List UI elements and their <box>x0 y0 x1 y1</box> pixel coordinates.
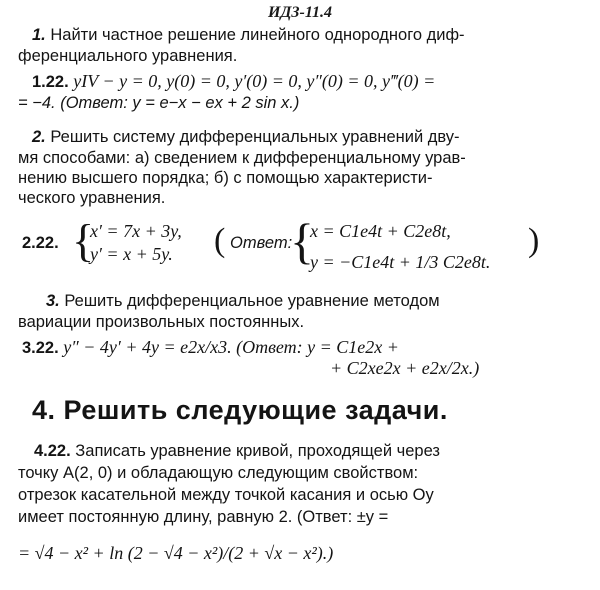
answer-close-paren-icon: ) <box>528 222 540 259</box>
problem-3-line-2: + C2xe2x + e2x/2x.) <box>330 358 480 378</box>
task-2-line-3: нению высшего порядка; б) с помощью характеристи- <box>18 169 433 187</box>
task-2-text <box>32 126 460 148</box>
problem-4-line-4: имеет постоянную длину, равную 2. (Ответ: ±y = <box>18 508 389 526</box>
system-equation-1: x′ = 7x + 3y, <box>90 221 182 241</box>
problem-3-label: 3.22. <box>22 339 59 357</box>
task-2-line-2: мя способами: а) сведением к дифференциальному урав- <box>18 149 466 167</box>
problem-4-line-1 <box>34 440 440 462</box>
task-1-line-2: ференциального уравнения. <box>18 47 238 65</box>
answer-equation-1: x = C1e4t + C2e8t, <box>310 221 451 241</box>
problem-2-label <box>22 232 59 254</box>
task-3-text <box>46 290 440 312</box>
problem-1-line-1 <box>32 70 435 93</box>
system-equation-2: y′ = x + 5y. <box>90 244 173 264</box>
system-brace-icon: { <box>72 215 95 266</box>
task-1-text <box>32 24 465 46</box>
answer-open-paren-icon: ( <box>214 222 226 259</box>
task-3-number: 3. <box>46 292 60 310</box>
task-3-line-2: вариации произвольных постоянных. <box>18 313 305 331</box>
problem-2-label-text: 2.22. <box>22 234 59 252</box>
problem-1-label: 1.22. <box>32 73 69 91</box>
problem-4-line-2: точку A(2, 0) и обладающую следующим свойством: <box>18 464 419 482</box>
answer-word-2: Ответ: <box>230 234 293 252</box>
problem-1-line-2: = −4. (Ответ: y = e−x − ex + 2 sin x.) <box>18 94 300 112</box>
task-1-number: 1. <box>32 26 46 44</box>
section-4-heading: 4. Решить следующие задачи. <box>32 395 448 425</box>
document-title: ИДЗ-11.4 <box>268 4 332 21</box>
problem-1-equation: yIV − y = 0, y(0) = 0, y′(0) = 0, y″(0) = 0, y‴(0) = <box>73 71 436 91</box>
task-2-line-1: Решить систему дифференциальных уравнений дву- <box>50 128 460 146</box>
task-1-line-1: Найти частное решение линейного однородного диф- <box>50 26 465 44</box>
task-2-number: 2. <box>32 128 46 146</box>
answer-brace-icon: { <box>290 213 314 269</box>
problem-4-line-3: отрезок касательной между точкой касания и осью Oy <box>18 486 434 504</box>
task-3-line-1: Решить дифференциальное уравнение методом <box>64 292 440 310</box>
problem-3-equation: y″ − 4y′ + 4y = e2x/x3. (Ответ: y = C1e2x + <box>63 337 399 357</box>
problem-4-text-1: Записать уравнение кривой, проходящей через <box>75 442 440 460</box>
problem-4-line-5: = √4 − x² + ln (2 − √4 − x²)/(2 + √x − x²).) <box>18 543 334 563</box>
task-2-line-4: ческого уравнения. <box>18 189 166 207</box>
answer-equation-2: y = −C1e4t + 1/3 C2e8t. <box>310 252 491 272</box>
problem-3-line-1 <box>22 336 399 359</box>
problem-4-label: 4.22. <box>34 442 71 460</box>
